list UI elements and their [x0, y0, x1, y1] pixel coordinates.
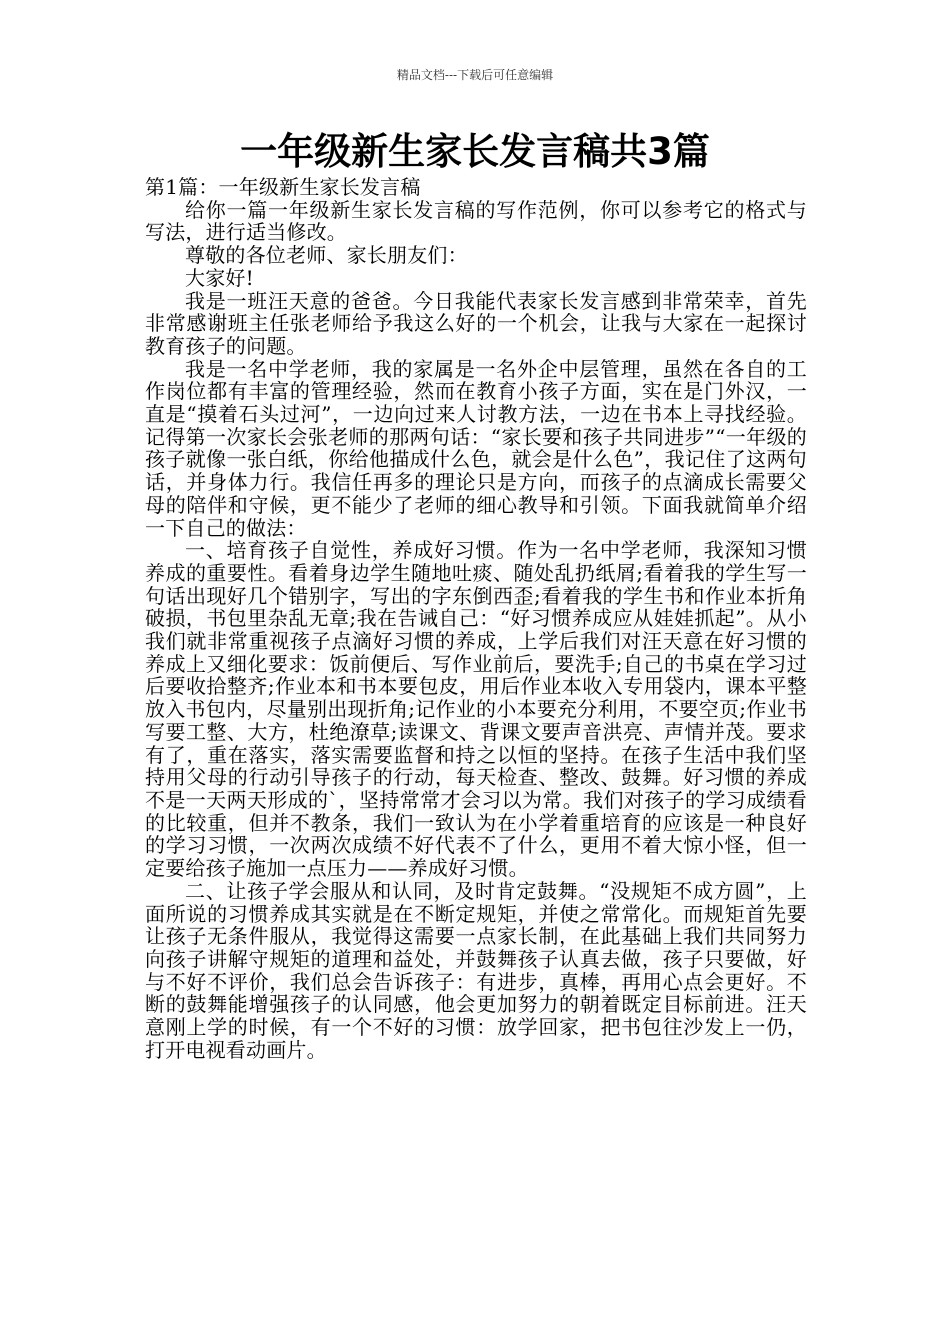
section-heading: 第1篇：一年级新生家长发言稿	[145, 175, 421, 199]
salutation: 尊敬的各位老师、家长朋友们：	[185, 243, 468, 268]
document-body	[145, 176, 807, 1061]
intro-paragraph: 给你一篇一年级新生家长发言稿的写作范例，你可以参考它的格式与写法，进行适当修改。	[145, 197, 807, 245]
document-title: 一年级新生家长发言稿共3篇	[240, 130, 710, 173]
greeting: 大家好!	[185, 265, 254, 290]
paragraph-background: 我是一名中学老师，我的家属是一名外企中层管理，虽然在各自的工作岗位都有丰富的管理经验，然而在教育小孩子方面，实在是门外汉，一直是“摸着石头过河”，一边向过来人讨教方法，一边在书本上寻找经验。记得第一次家长会张老师的那两句话：“家长要和孩子共同进步”“一年级的孩子就像一张白纸，你给他描成什么色，就会是什么色”，我记住了这两句话，并身体力行。我信任再多的理论只是方向，而孩子的点滴成长需要父母的陪伴和守候，更不能少了老师的细心教导和引领。下面我就简单介绍一下自己的做法：	[145, 356, 807, 540]
page-header-note: 精品文档---下载后可任意编辑	[396, 68, 554, 82]
paragraph-self-introduction: 我是一班汪天意的爸爸。今日我能代表家长发言感到非常荣幸，首先非常感谢班主任张老师给予我这么好的一个机会，让我与大家在一起探讨教育孩子的问题。	[145, 288, 807, 358]
paragraph-point-two: 二、让孩子学会服从和认同，及时肯定鼓舞。“没规矩不成方圆”，上面所说的习惯养成其实就是在不断定规矩，并使之常常化。而规矩首先要让孩子无条件服从，我觉得这需要一点家长制，在此基础上我们共同努力向孩子讲解守规矩的道理和益处，并鼓舞孩子认真去做，孩子只要做，好与不好不评价，我们总会告诉孩子：有进步，真棒，再用心点会更好。不断的鼓舞能增强孩子的认同感，他会更加努力的朝着既定目标前进。汪天意刚上学的时候，有一个不好的习惯：放学回家，把书包往沙发上一仍，打开电视看动画片。	[145, 878, 807, 1062]
paragraph-point-one: 一、培育孩子自觉性，养成好习惯。作为一名中学老师，我深知习惯养成的重要性。看着身边学生随地吐痰、随处乱扔纸屑;看着我的学生写一句话出现好几个错别字，写出的字东倒西歪;看着我的学生书和作业本折角破损，书包里杂乱无章;我在告诫自己：“好习惯养成应从娃娃抓起”。从小我们就非常重视孩子点滴好习惯的养成，上学后我们对汪天意在好习惯的养成上又细化要求：饭前便后、写作业前后，要洗手;自己的书桌在学习过后要收拾整齐;作业本和书本要包皮，用后作业本收入专用袋内，课本平整放入书包内，尽量别出现折角;记作业的小本要充分利用，不要空页;作业书写要工整、大方，杜绝潦草;读课文、背课文要声音洪亮、声情并茂。要求有了，重在落实，落实需要监督和持之以恒的坚持。在孩子生活中我们坚持用父母的行动引导孩子的行动，每天检查、整改、鼓舞。好习惯的养成不是一天两天形成的`，坚持常常才会习以为常。我们对孩子的学习成绩看的比较重，但并不教条，我们一致认为在小学着重培育的应该是一种良好的学习习惯，一次两次成绩不好代表不了什么，更用不着大惊小怪，但一定要给孩子施加一点压力——养成好习惯。	[145, 538, 807, 881]
